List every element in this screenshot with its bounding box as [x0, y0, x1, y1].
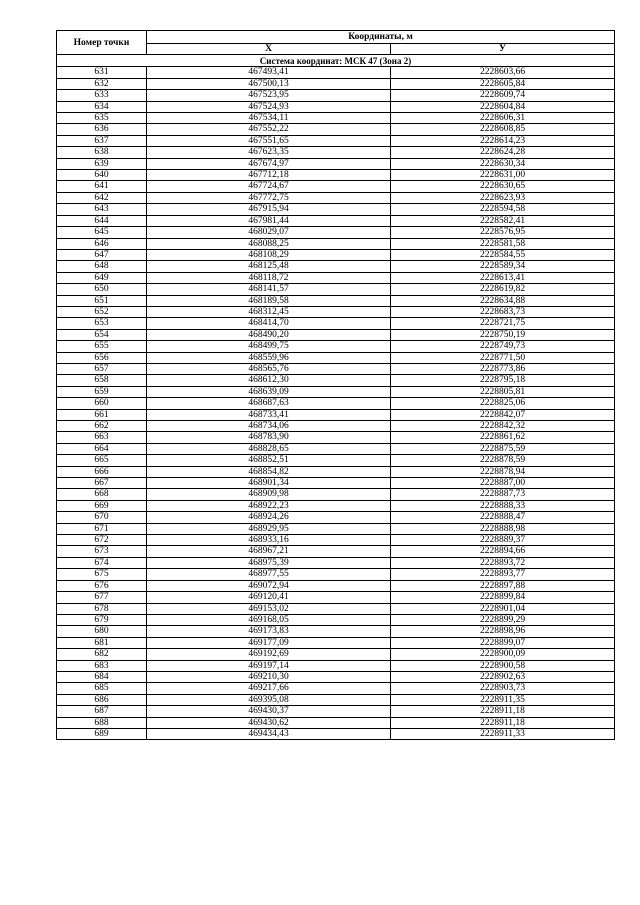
point-number-cell: 665 [57, 455, 147, 466]
y-coordinate-cell: 2228630,34 [391, 158, 615, 169]
x-coordinate-cell: 468909,98 [147, 489, 391, 500]
table-row [57, 238, 615, 249]
point-number-cell: 653 [57, 318, 147, 329]
y-coordinate-cell: 2228584,55 [391, 249, 615, 260]
table-row [57, 204, 615, 215]
coordinate-system-label: Система координат: МСК 47 (Зона 2) [57, 55, 615, 67]
point-number-cell: 672 [57, 535, 147, 546]
point-number-cell: 638 [57, 147, 147, 158]
point-number-cell: 668 [57, 489, 147, 500]
y-coordinate-cell: 2228750,19 [391, 329, 615, 340]
point-number-cell: 662 [57, 421, 147, 432]
table-row [57, 728, 615, 739]
point-number-cell: 688 [57, 717, 147, 728]
x-header: Х [147, 44, 391, 55]
x-coordinate-cell: 468924,26 [147, 512, 391, 523]
table-row [57, 592, 615, 603]
x-coordinate-cell: 467712,18 [147, 170, 391, 181]
x-coordinate-cell: 467724,67 [147, 181, 391, 192]
point-number-cell: 686 [57, 694, 147, 705]
y-coordinate-cell: 2228899,29 [391, 614, 615, 625]
x-coordinate-cell: 468933,16 [147, 535, 391, 546]
y-coordinate-cell: 2228825,06 [391, 398, 615, 409]
point-number-cell: 689 [57, 728, 147, 739]
point-number-cell: 652 [57, 306, 147, 317]
table-row [57, 432, 615, 443]
table-row [57, 318, 615, 329]
x-coordinate-cell: 469072,94 [147, 580, 391, 591]
point-number-cell: 642 [57, 192, 147, 203]
y-coordinate-cell: 2228606,31 [391, 113, 615, 124]
table-row [57, 626, 615, 637]
y-coordinate-cell: 2228623,93 [391, 192, 615, 203]
point-number-cell: 681 [57, 637, 147, 648]
table-row [57, 192, 615, 203]
y-coordinate-cell: 2228749,73 [391, 341, 615, 352]
x-coordinate-cell: 468189,58 [147, 295, 391, 306]
y-coordinate-cell: 2228893,77 [391, 569, 615, 580]
point-number-cell: 679 [57, 614, 147, 625]
x-coordinate-cell: 469173,83 [147, 626, 391, 637]
table-row [57, 329, 615, 340]
y-coordinate-cell: 2228683,73 [391, 306, 615, 317]
table-row [57, 478, 615, 489]
table-row [57, 398, 615, 409]
table-row [57, 500, 615, 511]
table-row [57, 557, 615, 568]
x-coordinate-cell: 467551,65 [147, 135, 391, 146]
table-row [57, 535, 615, 546]
point-number-cell: 670 [57, 512, 147, 523]
table-row [57, 341, 615, 352]
point-number-cell: 633 [57, 90, 147, 101]
point-number-cell: 661 [57, 409, 147, 420]
x-coordinate-cell: 467674,97 [147, 158, 391, 169]
y-coordinate-cell: 2228582,41 [391, 215, 615, 226]
point-number-header: Номер точки [57, 31, 147, 55]
y-coordinate-cell: 2228604,84 [391, 101, 615, 112]
x-coordinate-cell: 467981,44 [147, 215, 391, 226]
y-coordinate-cell: 2228894,66 [391, 546, 615, 557]
x-coordinate-cell: 468141,57 [147, 284, 391, 295]
point-number-cell: 663 [57, 432, 147, 443]
x-coordinate-cell: 467552,22 [147, 124, 391, 135]
x-coordinate-cell: 467772,75 [147, 192, 391, 203]
y-coordinate-cell: 2228603,66 [391, 67, 615, 78]
y-coordinate-cell: 2228842,32 [391, 421, 615, 432]
table-row [57, 363, 615, 374]
x-coordinate-cell: 468029,07 [147, 227, 391, 238]
x-coordinate-cell: 469217,66 [147, 683, 391, 694]
table-row [57, 694, 615, 705]
y-coordinate-cell: 2228888,47 [391, 512, 615, 523]
y-coordinate-cell: 2228888,98 [391, 523, 615, 534]
point-number-cell: 649 [57, 272, 147, 283]
table-row [57, 158, 615, 169]
x-coordinate-cell: 467523,95 [147, 90, 391, 101]
table-row [57, 717, 615, 728]
point-number-cell: 641 [57, 181, 147, 192]
y-coordinate-cell: 2228893,72 [391, 557, 615, 568]
x-coordinate-cell: 469177,09 [147, 637, 391, 648]
x-coordinate-cell: 467623,35 [147, 147, 391, 158]
table-row [57, 284, 615, 295]
y-coordinate-cell: 2228842,07 [391, 409, 615, 420]
x-coordinate-cell: 468108,29 [147, 249, 391, 260]
x-coordinate-cell: 468559,96 [147, 352, 391, 363]
x-coordinate-cell: 468414,70 [147, 318, 391, 329]
y-coordinate-cell: 2228911,18 [391, 717, 615, 728]
y-coordinate-cell: 2228887,73 [391, 489, 615, 500]
y-coordinate-cell: 2228613,41 [391, 272, 615, 283]
point-number-cell: 683 [57, 660, 147, 671]
x-coordinate-cell: 468783,90 [147, 432, 391, 443]
point-number-cell: 684 [57, 671, 147, 682]
y-coordinate-cell: 2228581,58 [391, 238, 615, 249]
y-coordinate-cell: 2228576,95 [391, 227, 615, 238]
x-coordinate-cell: 467534,11 [147, 113, 391, 124]
table-row [57, 637, 615, 648]
y-coordinate-cell: 2228630,65 [391, 181, 615, 192]
point-number-cell: 648 [57, 261, 147, 272]
point-number-cell: 656 [57, 352, 147, 363]
table-row [57, 249, 615, 260]
point-number-cell: 647 [57, 249, 147, 260]
table-row [57, 443, 615, 454]
x-coordinate-cell: 468733,41 [147, 409, 391, 420]
point-number-cell: 674 [57, 557, 147, 568]
y-coordinate-cell: 2228619,82 [391, 284, 615, 295]
y-coordinate-cell: 2228861,62 [391, 432, 615, 443]
point-number-cell: 634 [57, 101, 147, 112]
table-row [57, 181, 615, 192]
y-coordinate-cell: 2228899,07 [391, 637, 615, 648]
point-number-cell: 646 [57, 238, 147, 249]
x-coordinate-cell: 468490,20 [147, 329, 391, 340]
x-coordinate-cell: 468854,82 [147, 466, 391, 477]
y-coordinate-cell: 2228878,59 [391, 455, 615, 466]
x-coordinate-cell: 469210,30 [147, 671, 391, 682]
x-coordinate-cell: 468852,51 [147, 455, 391, 466]
point-number-cell: 650 [57, 284, 147, 295]
point-number-cell: 671 [57, 523, 147, 534]
table-row [57, 466, 615, 477]
x-coordinate-cell: 468499,75 [147, 341, 391, 352]
y-coordinate-cell: 2228773,86 [391, 363, 615, 374]
table-row [57, 455, 615, 466]
x-coordinate-cell: 469192,69 [147, 649, 391, 660]
point-number-cell: 644 [57, 215, 147, 226]
table-row [57, 215, 615, 226]
table-row [57, 90, 615, 101]
point-number-cell: 637 [57, 135, 147, 146]
table-row [57, 227, 615, 238]
point-number-cell: 675 [57, 569, 147, 580]
table-row [57, 580, 615, 591]
x-coordinate-cell: 469434,43 [147, 728, 391, 739]
table-row [57, 147, 615, 158]
y-coordinate-cell: 2228911,18 [391, 706, 615, 717]
y-coordinate-cell: 2228875,59 [391, 443, 615, 454]
point-number-cell: 643 [57, 204, 147, 215]
y-coordinate-cell: 2228771,50 [391, 352, 615, 363]
point-number-cell: 667 [57, 478, 147, 489]
x-coordinate-cell: 467524,93 [147, 101, 391, 112]
point-number-cell: 645 [57, 227, 147, 238]
x-coordinate-cell: 469395,08 [147, 694, 391, 705]
y-coordinate-cell: 2228589,34 [391, 261, 615, 272]
table-row [57, 261, 615, 272]
x-coordinate-cell: 468975,39 [147, 557, 391, 568]
point-number-cell: 666 [57, 466, 147, 477]
y-coordinate-cell: 2228624,28 [391, 147, 615, 158]
x-coordinate-cell: 468312,45 [147, 306, 391, 317]
document-page [56, 30, 614, 740]
y-coordinate-cell: 2228900,58 [391, 660, 615, 671]
y-coordinate-cell: 2228631,00 [391, 170, 615, 181]
point-number-cell: 682 [57, 649, 147, 660]
point-number-cell: 636 [57, 124, 147, 135]
table-row [57, 421, 615, 432]
x-coordinate-cell: 468828,65 [147, 443, 391, 454]
x-coordinate-cell: 468088,25 [147, 238, 391, 249]
y-coordinate-cell: 2228805,81 [391, 386, 615, 397]
x-coordinate-cell: 469168,05 [147, 614, 391, 625]
point-number-cell: 687 [57, 706, 147, 717]
table-row [57, 113, 615, 124]
table-row [57, 706, 615, 717]
y-header: У [391, 44, 615, 55]
table-row [57, 170, 615, 181]
point-number-cell: 632 [57, 78, 147, 89]
x-coordinate-cell: 468687,63 [147, 398, 391, 409]
table-row [57, 649, 615, 660]
x-coordinate-cell: 468639,09 [147, 386, 391, 397]
y-coordinate-cell: 2228634,88 [391, 295, 615, 306]
x-coordinate-cell: 468734,06 [147, 421, 391, 432]
x-coordinate-cell: 468901,34 [147, 478, 391, 489]
x-coordinate-cell: 467493,41 [147, 67, 391, 78]
table-row [57, 135, 615, 146]
x-coordinate-cell: 468922,23 [147, 500, 391, 511]
point-number-cell: 680 [57, 626, 147, 637]
coordinates-table [56, 30, 615, 740]
y-coordinate-cell: 2228594,58 [391, 204, 615, 215]
y-coordinate-cell: 2228903,73 [391, 683, 615, 694]
coordinates-header: Координаты, м [147, 31, 615, 44]
point-number-cell: 635 [57, 113, 147, 124]
x-coordinate-cell: 468929,95 [147, 523, 391, 534]
table-row [57, 569, 615, 580]
point-number-cell: 658 [57, 375, 147, 386]
point-number-cell: 659 [57, 386, 147, 397]
table-row [57, 306, 615, 317]
point-number-cell: 676 [57, 580, 147, 591]
point-number-cell: 678 [57, 603, 147, 614]
point-number-cell: 640 [57, 170, 147, 181]
y-coordinate-cell: 2228888,33 [391, 500, 615, 511]
x-coordinate-cell: 468977,55 [147, 569, 391, 580]
point-number-cell: 651 [57, 295, 147, 306]
table-row [57, 546, 615, 557]
table-row [57, 523, 615, 534]
y-coordinate-cell: 2228614,23 [391, 135, 615, 146]
table-row [57, 512, 615, 523]
table-row [57, 124, 615, 135]
point-number-cell: 677 [57, 592, 147, 603]
point-number-cell: 660 [57, 398, 147, 409]
x-coordinate-cell: 468967,21 [147, 546, 391, 557]
table-row [57, 489, 615, 500]
x-coordinate-cell: 468612,30 [147, 375, 391, 386]
point-number-cell: 669 [57, 500, 147, 511]
table-row [57, 614, 615, 625]
table-row [57, 386, 615, 397]
y-coordinate-cell: 2228911,33 [391, 728, 615, 739]
point-number-cell: 655 [57, 341, 147, 352]
x-coordinate-cell: 467500,13 [147, 78, 391, 89]
table-row [57, 78, 615, 89]
y-coordinate-cell: 2228902,63 [391, 671, 615, 682]
table-row [57, 603, 615, 614]
y-coordinate-cell: 2228605,84 [391, 78, 615, 89]
point-number-cell: 664 [57, 443, 147, 454]
table-row [57, 295, 615, 306]
point-number-cell: 685 [57, 683, 147, 694]
table-row [57, 67, 615, 78]
x-coordinate-cell: 469120,41 [147, 592, 391, 603]
table-row [57, 352, 615, 363]
table-row [57, 101, 615, 112]
point-number-cell: 673 [57, 546, 147, 557]
x-coordinate-cell: 468118,72 [147, 272, 391, 283]
y-coordinate-cell: 2228878,94 [391, 466, 615, 477]
x-coordinate-cell: 468125,48 [147, 261, 391, 272]
x-coordinate-cell: 469197,14 [147, 660, 391, 671]
y-coordinate-cell: 2228721,75 [391, 318, 615, 329]
point-number-cell: 639 [57, 158, 147, 169]
x-coordinate-cell: 469430,62 [147, 717, 391, 728]
y-coordinate-cell: 2228795,18 [391, 375, 615, 386]
table-row [57, 375, 615, 386]
x-coordinate-cell: 469430,37 [147, 706, 391, 717]
y-coordinate-cell: 2228901,04 [391, 603, 615, 614]
table-row [57, 660, 615, 671]
y-coordinate-cell: 2228911,35 [391, 694, 615, 705]
table-body [57, 67, 615, 740]
x-coordinate-cell: 469153,02 [147, 603, 391, 614]
y-coordinate-cell: 2228609,74 [391, 90, 615, 101]
point-number-cell: 654 [57, 329, 147, 340]
y-coordinate-cell: 2228899,84 [391, 592, 615, 603]
table-row [57, 272, 615, 283]
x-coordinate-cell: 468565,76 [147, 363, 391, 374]
y-coordinate-cell: 2228900,09 [391, 649, 615, 660]
table-row [57, 671, 615, 682]
y-coordinate-cell: 2228897,88 [391, 580, 615, 591]
y-coordinate-cell: 2228608,85 [391, 124, 615, 135]
x-coordinate-cell: 467915,94 [147, 204, 391, 215]
table-row [57, 409, 615, 420]
y-coordinate-cell: 2228887,00 [391, 478, 615, 489]
table-row [57, 683, 615, 694]
y-coordinate-cell: 2228889,37 [391, 535, 615, 546]
point-number-cell: 631 [57, 67, 147, 78]
y-coordinate-cell: 2228898,96 [391, 626, 615, 637]
point-number-cell: 657 [57, 363, 147, 374]
